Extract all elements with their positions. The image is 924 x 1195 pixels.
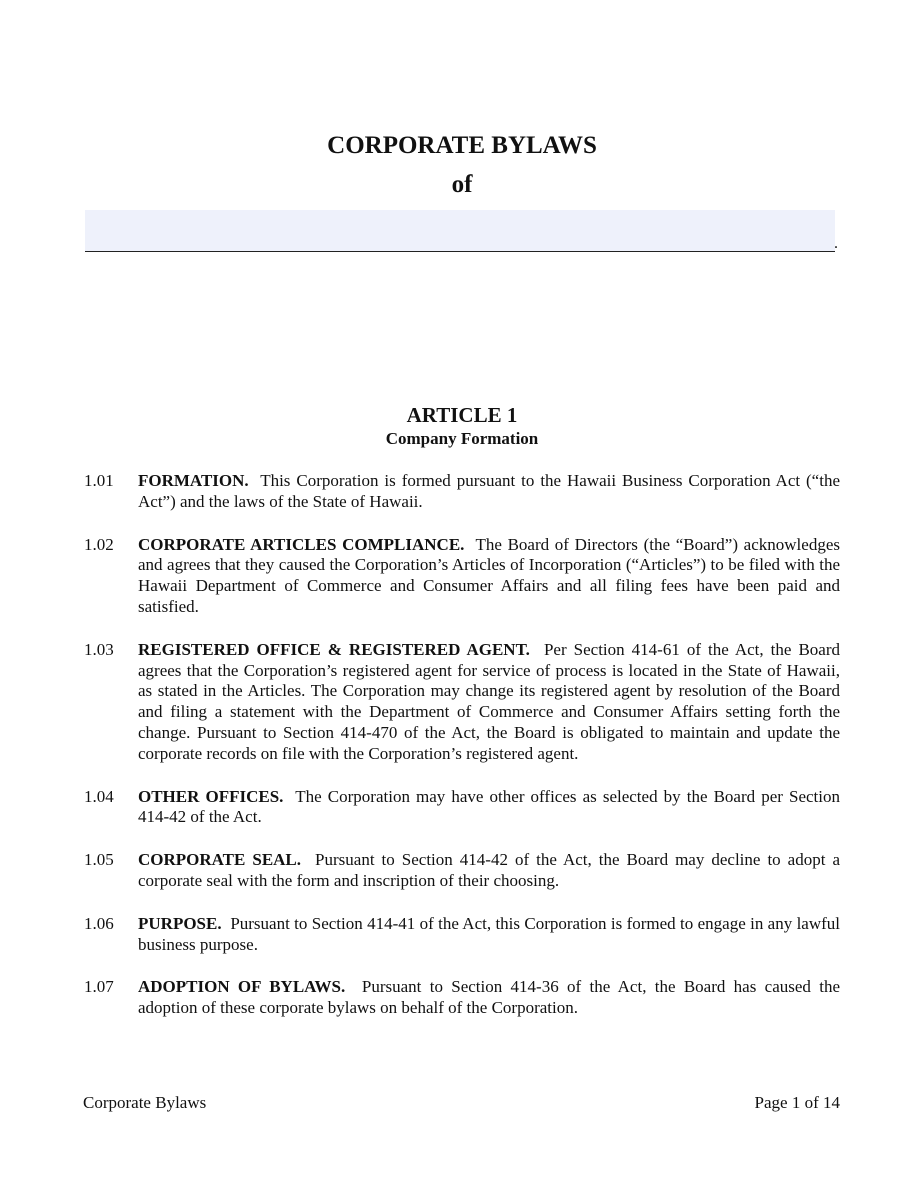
section-body: [138, 471, 840, 513]
document-title: CORPORATE BYLAWS: [327, 132, 597, 159]
section-heading: PURPOSE.: [138, 913, 222, 933]
section-text: The Corporation may have other offices as selected by the Board per Section 414-42 of the Act.: [138, 786, 840, 827]
section-body: [138, 914, 840, 956]
section-1-01: [84, 471, 840, 513]
section-1-02: [84, 535, 840, 618]
section-body: [138, 787, 840, 829]
section-number: 1.01: [84, 471, 114, 490]
section-heading: REGISTERED OFFICE & REGISTERED AGENT.: [138, 639, 530, 659]
section-text: Pursuant to Section 414-42 of the Act, the Board may decline to adopt a corporate seal with the form and inscription of their choosing.: [138, 850, 841, 890]
section-body: [138, 977, 840, 1019]
section-number: 1.02: [84, 534, 114, 554]
article-subtitle: Company Formation: [385, 429, 539, 448]
article-title: ARTICLE 1: [406, 403, 518, 427]
company-name-field[interactable]: [85, 210, 835, 252]
sections-list: [84, 471, 840, 1041]
section-heading: FORMATION.: [138, 471, 249, 490]
section-text: Pursuant to Section 414-36 of the Act, the Board has caused the adoption of these corporate bylaws on behalf of the Corporation.: [138, 977, 840, 1018]
section-heading: ADOPTION OF BYLAWS.: [138, 977, 346, 997]
title-of: of: [451, 171, 473, 198]
section-heading: CORPORATE SEAL.: [138, 850, 302, 870]
section-1-06: [84, 914, 840, 956]
section-text: Pursuant to Section 414-41 of the Act, this Corporation is formed to engage in any lawful business purpose.: [138, 913, 840, 954]
section-body: [138, 640, 840, 765]
section-number: 1.03: [84, 639, 114, 659]
section-1-05: [84, 850, 840, 892]
section-number: 1.04: [84, 786, 114, 806]
section-body: [138, 850, 840, 892]
section-1-07: [84, 977, 840, 1019]
section-number: 1.05: [84, 850, 114, 870]
section-1-04: [84, 787, 840, 829]
section-heading: CORPORATE ARTICLES COMPLIANCE.: [138, 534, 465, 554]
field-trailing-period: .: [834, 235, 838, 252]
section-text: This Corporation is formed pursuant to the Hawaii Business Corporation Act (“the Act”) and the laws of the State of Hawaii.: [138, 471, 840, 511]
section-number: 1.06: [84, 913, 114, 933]
section-heading: OTHER OFFICES.: [138, 786, 284, 806]
section-1-03: [84, 640, 840, 765]
section-text: Per Section 414-61 of the Act, the Board agrees that the Corporation’s registered agent for service of process is located in the State of Hawaii, as stated in the Articles. The Corporation may change its registered agent by resolution of the Board and filing a statement with the Department of Commerce and Consumer Affairs setting forth the change. Pursuant to Section 414-470 of the Act, the Board is obligated to maintain and update the corporate records on file with the Corporation’s registered agent.: [138, 639, 841, 763]
section-text: The Board of Directors (the “Board”) acknowledges and agrees that they caused the Corporation’s Articles of Incorporation (“Articles”) to be filed with the Hawaii Department of Commerce and Consumer Affairs and all filing fees have been paid and satisfied.: [138, 534, 840, 616]
footer-page-number: Page 1 of 14: [754, 1093, 840, 1112]
section-number: 1.07: [84, 977, 114, 997]
footer-document-name: Corporate Bylaws: [83, 1093, 207, 1112]
section-body: [138, 535, 840, 618]
